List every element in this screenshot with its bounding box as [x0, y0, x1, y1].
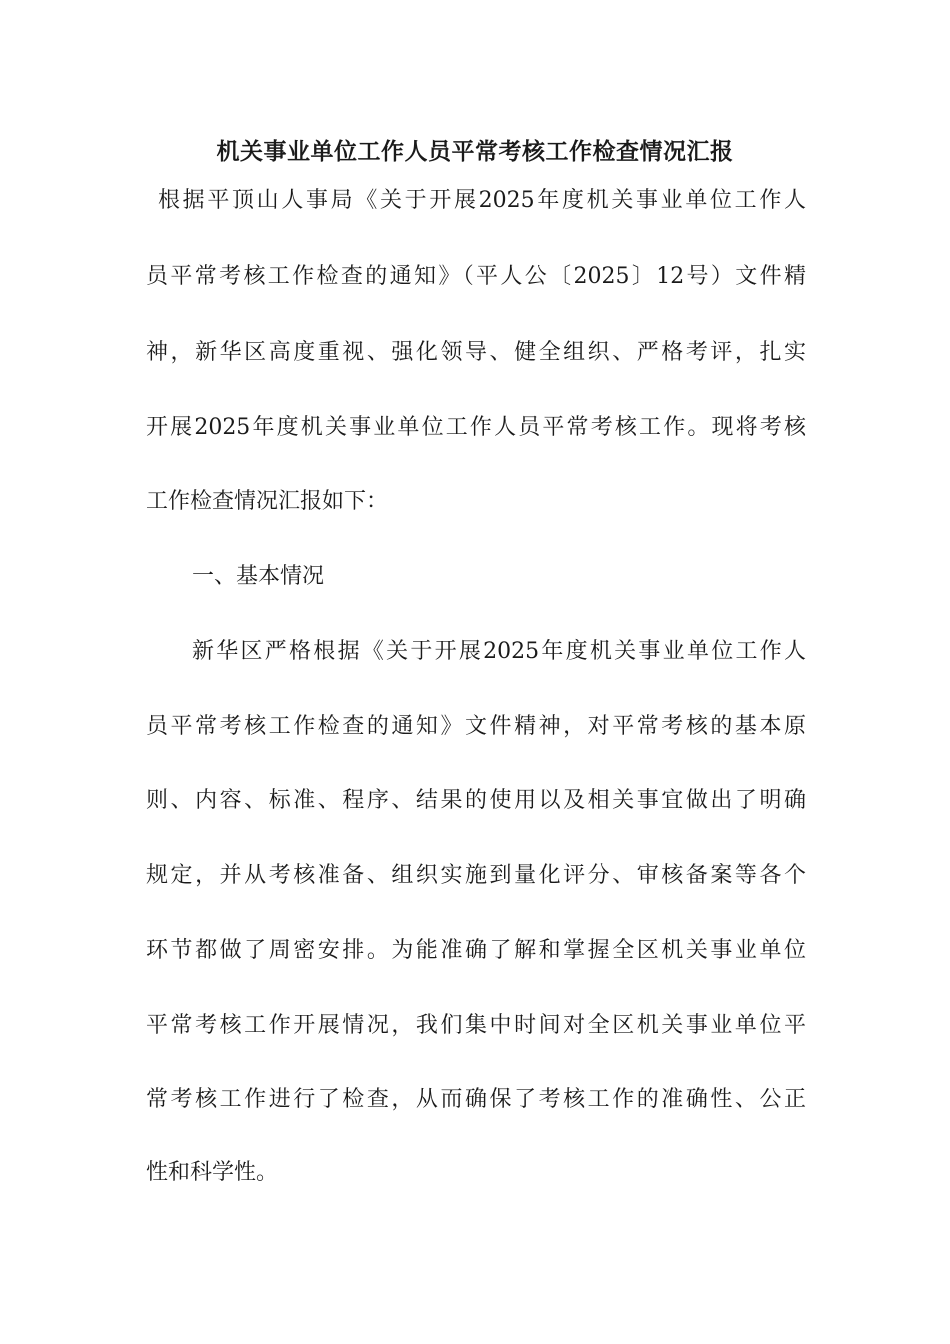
section-heading: 一、基本情况: [192, 564, 325, 589]
paragraph-line: 根据平顶山人事局《关于开展2025年度机关事业单位工作人: [158, 188, 806, 213]
paragraph-line: 员平常考核工作检查的通知》（平人公〔2025〕12号）文件精: [146, 264, 806, 289]
paragraph-line: 规定，并从考核准备、组织实施到量化评分、审核备案等各个: [146, 863, 806, 888]
paragraph-line: 员平常考核工作检查的通知》文件精神，对平常考核的基本原: [146, 714, 806, 739]
paragraph-line: 新华区严格根据《关于开展2025年度机关事业单位工作人: [192, 639, 806, 664]
paragraph-line: 开展2025年度机关事业单位工作人员平常考核工作。现将考核: [146, 415, 806, 440]
paragraph-line: 工作检查情况汇报如下：: [146, 489, 389, 514]
paragraph-line: 平常考核工作开展情况，我们集中时间对全区机关事业单位平: [146, 1013, 806, 1038]
paragraph-line: 则、内容、标准、程序、结果的使用以及相关事宜做出了明确: [146, 788, 806, 813]
paragraph-line: 常考核工作进行了检查，从而确保了考核工作的准确性、公正: [146, 1087, 806, 1112]
paragraph-line: 环节都做了周密安排。为能准确了解和掌握全区机关事业单位: [146, 938, 806, 963]
paragraph-line: 性和科学性。: [146, 1160, 279, 1185]
paragraph-line: 神，新华区高度重视、强化领导、健全组织、严格考评，扎实: [146, 340, 806, 365]
document-title: 机关事业单位工作人员平常考核工作检查情况汇报: [216, 138, 734, 165]
